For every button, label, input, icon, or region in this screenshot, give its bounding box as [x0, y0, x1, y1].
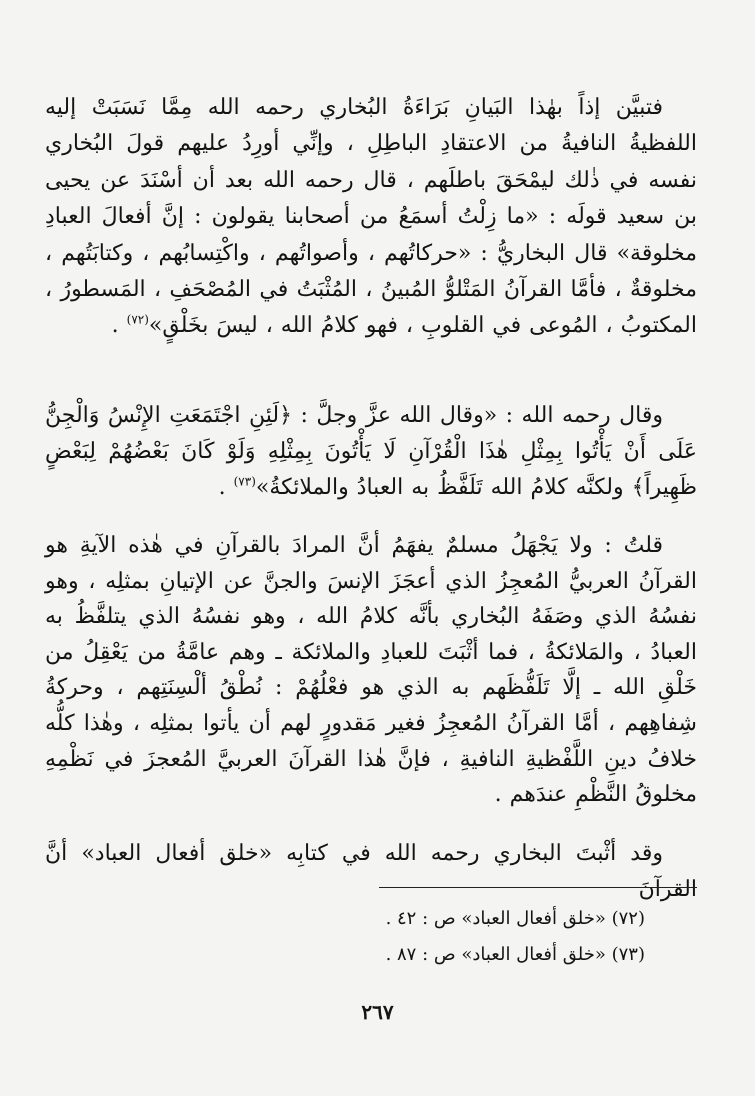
paragraph-2-end: .: [218, 475, 234, 500]
paragraph-4: [45, 836, 697, 909]
footnote-separator: [379, 887, 697, 888]
footnote-ref-73: (٧٣): [233, 474, 256, 489]
paragraph-1: [45, 90, 697, 345]
paragraph-2-text: وقال رحمه الله : «وقال الله عزَّ وجلَّ : ﴿لَئِنِ اجْتَمَعَتِ الإِنْسُ وَالْجِنُّ عَلَى أَنْ يَأْتُوا بِمِثْلِ هٰذَا الْقُرْآنِ لَا يَأْتُونَ بِمِثْلِهِ وَلَوْ كَانَ بَعْضُهُمْ لِبَعْضٍ ظَهِيراً﴾ ولكنَّه كلامُ الله تَلَفَّظُ به العبادُ والملائكةُ»: [45, 403, 697, 500]
footnote-ref-72: (٧٢): [126, 313, 149, 328]
paragraph-1-end: .: [111, 313, 127, 339]
page-number: ٢٦٧: [361, 1000, 394, 1024]
paragraph-3: [45, 528, 697, 813]
paragraph-3-text: قلتُ : ولا يَجْهَلُ مسلمٌ يفهَمُ أنَّ المرادَ بالقرآنِ في هٰذه الآيةِ هو القرآنُ العربيُّ المُعجِزُ الذي أعجَزَ الإنسَ والجنَّ عن الإتيانِ بمثلِه ، وهو نفسُهُ الذي وصَفَهُ البُخاري بأنَّه كلامُ الله ، وهو نفسُهُ الذي يتلفَّظُ به العبادُ ، والمَلائكةُ ، فما أثْبَتَ للعبادِ والملائكة ـ وهم عامَّةُ من يَعْقِلُ من خَلْقِ الله ـ إلَّا تَلَفُّظَهم به الذي هو فعْلُهُمْ : نُطْقُ ألْسِنَتِهم ، وحركةُ شِفاهِهم ، أمَّا القرآنُ المُعجِزُ فغير مَقدورٍ لهم أن يأتوا بمثلِه ، وهٰذا كلُّه خلافُ دينِ اللَّفْظيةِ النافيةِ ، فإنَّ هٰذا القرآنَ العربيَّ المُعجزَ في نَظْمِهِ مخلوقُ النَّظْمِ عندَهم .: [45, 533, 697, 808]
footnote-73: (٧٣) «خلق أفعال العباد» ص : ٨٧ .: [385, 944, 645, 965]
paragraph-1-text: فتبيَّن إذاً بهٰذا البَيانِ بَرَاءَةُ البُخاري رحمه الله مِمَّا نَسَبَتْ إليه اللفظيةُ النافيةُ من الاعتقادِ الباطِلِ ، وإنِّي أورِدُ عليهم قولَ البُخاري نفسه في ذٰلك ليمْحَقَ باطلَهم ، قال رحمه الله بعد أن أسْنَدَ عن يحيى بن سعيد قولَه : «ما زِلْتُ أسمَعُ من أصحابنا يقولون : إنَّ أفعالَ العبادِ مخلوقة» قال البخاريُّ : «حركاتُهم ، وأصواتُهم ، واكْتِسابُهم ، وكتابَتُهم ، مخلوقةٌ ، فأمَّا القرآنُ المَتْلوُّ المُبينُ ، المُثْبَتُ في المُصْحَفِ ، المَسطورُ ، المكتوبُ ، المُوعى في القلوبِ ، فهو كلامُ الله ، ليسَ بخَلْقٍ»: [45, 95, 697, 339]
paragraph-2: [45, 398, 697, 506]
paragraph-4-text: وقد أثْبتَ البخاري رحمه الله في كتابِه «خلق أفعال العباد» أنَّ القرآنَ: [45, 841, 697, 903]
footnote-72: (٧٢) «خلق أفعال العباد» ص : ٤٢ .: [385, 908, 645, 929]
